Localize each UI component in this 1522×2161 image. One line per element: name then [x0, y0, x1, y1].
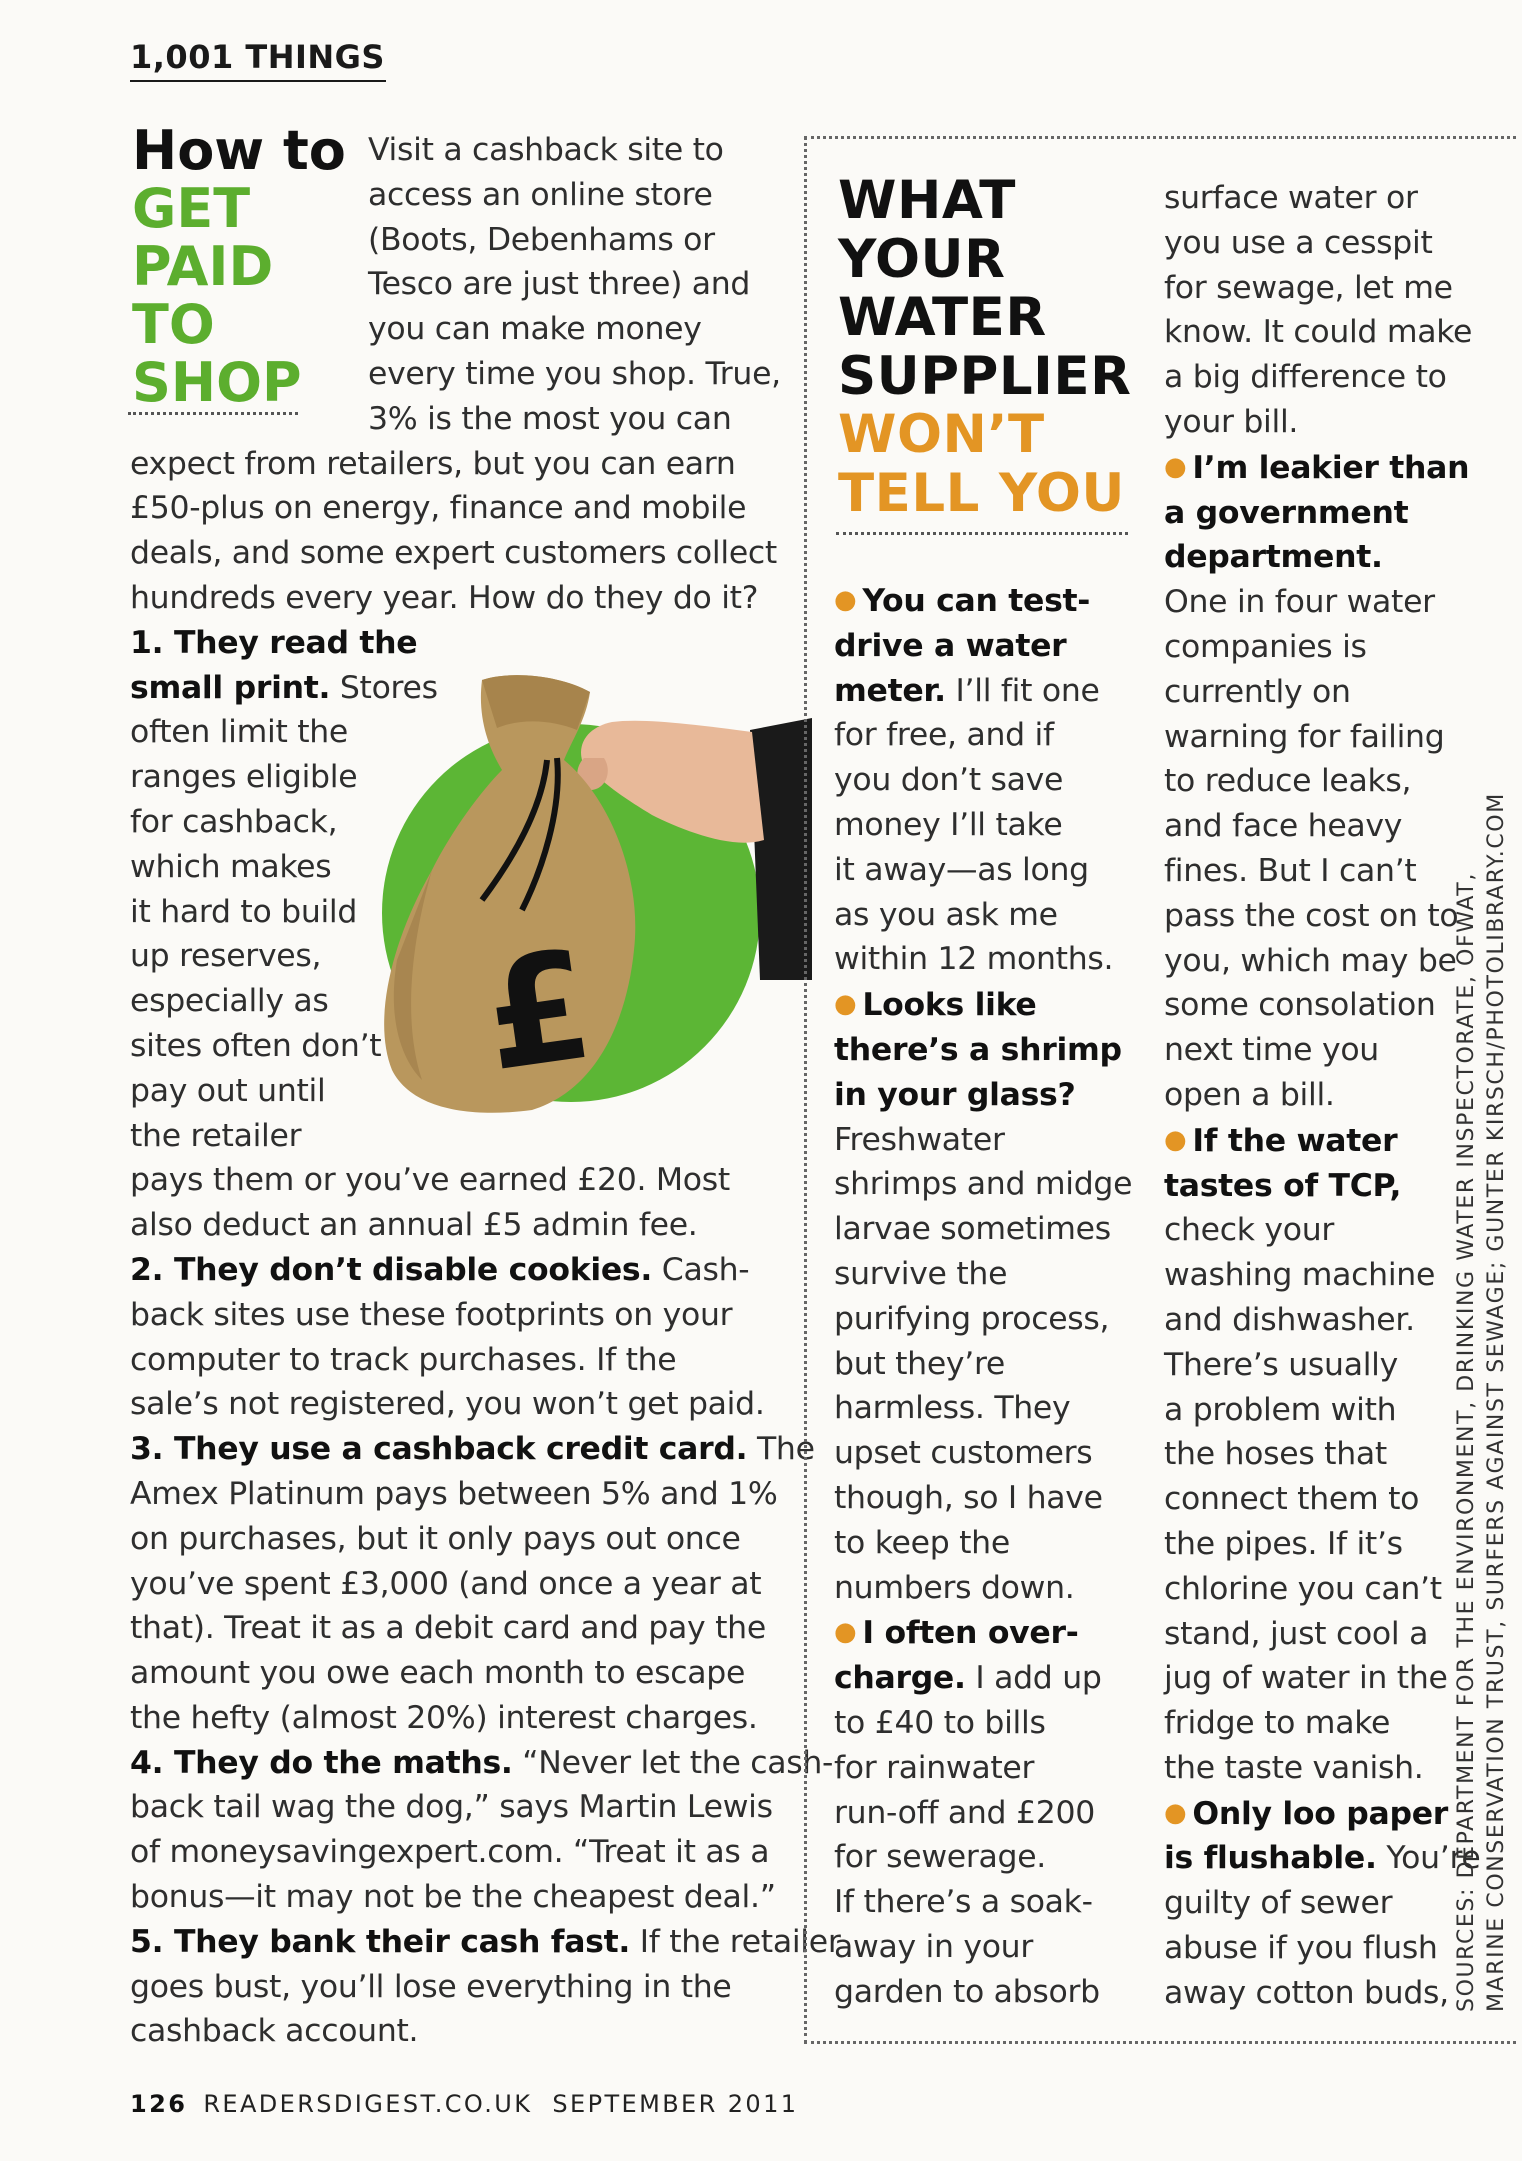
text-run: for free, and if — [834, 717, 1054, 754]
text-run: sites often don’t — [130, 1027, 382, 1064]
text-line — [1164, 1881, 1481, 1926]
sleeve-shape — [750, 718, 812, 980]
text-line — [130, 1382, 840, 1427]
text-run: you can make money — [368, 311, 702, 348]
section-label: 1,001 THINGS — [130, 38, 385, 76]
text-line — [130, 1785, 840, 1830]
text-run: it away—as long — [834, 851, 1089, 888]
bold-lead: I often over- — [862, 1615, 1079, 1652]
text-run: every time you shop. True, — [368, 355, 781, 392]
text-line — [834, 1162, 1132, 1207]
text-run: you don’t save — [834, 762, 1064, 799]
text-line — [130, 1427, 840, 1472]
text-line — [834, 1252, 1132, 1297]
text-line — [834, 624, 1132, 669]
text-line — [834, 1970, 1132, 2015]
text-run: for cashback, — [130, 803, 338, 840]
text-run: jug of water in the — [1164, 1660, 1448, 1697]
water-column-2 — [1164, 176, 1481, 2016]
text-run: though, so I have — [834, 1479, 1103, 1516]
text-line — [834, 803, 1132, 848]
text-line — [130, 307, 840, 352]
text-run: ranges eligible — [130, 759, 358, 796]
text-line — [130, 1203, 840, 1248]
text-line — [130, 576, 840, 621]
text-run: as you ask me — [834, 896, 1058, 933]
text-run: One in four water — [1164, 584, 1435, 621]
text-run: access an online store — [368, 176, 713, 213]
text-run: often limit the — [130, 714, 349, 751]
bold-lead: You can test- — [862, 583, 1091, 619]
text-run: companies is — [1164, 628, 1367, 665]
text-run: to keep the — [834, 1524, 1010, 1561]
text-line — [130, 1965, 840, 2010]
bullet-icon: ● — [834, 585, 857, 615]
text-run: survive the — [834, 1255, 1008, 1292]
text-line — [1164, 1836, 1481, 1881]
text-run: also deduct an annual £5 admin fee. — [130, 1207, 698, 1244]
text-line — [130, 352, 840, 397]
text-run: your bill. — [1164, 403, 1299, 440]
text-line — [130, 1830, 840, 1875]
text-run: and dishwasher. — [1164, 1301, 1415, 1338]
text-run: some consolation — [1164, 987, 1436, 1024]
text-run: for sewerage. — [834, 1839, 1047, 1876]
text-run: computer to track purchases. If the — [130, 1341, 677, 1378]
text-line — [834, 1791, 1132, 1836]
headline-line: SHOP — [132, 351, 302, 414]
text-line — [1164, 1253, 1481, 1298]
text-line — [1164, 1656, 1481, 1701]
text-run: bonus—it may not be the cheapest deal.” — [130, 1879, 776, 1916]
pound-sign: £ — [474, 918, 602, 1106]
headline-line: SUPPLIER — [838, 345, 1132, 407]
text-line — [1164, 266, 1481, 311]
text-line — [834, 669, 1132, 714]
text-run: purifying process, — [834, 1300, 1110, 1337]
text-run: a big difference to — [1164, 359, 1447, 396]
text-line — [130, 486, 840, 531]
bullet-icon: ● — [834, 989, 857, 1020]
text-line — [834, 1342, 1132, 1387]
text-run: sale’s not registered, you won’t get paid. — [130, 1386, 765, 1423]
text-run: expect from retailers, but you can earn — [130, 445, 736, 482]
bold-lead: Looks like — [862, 987, 1037, 1024]
text-line — [1164, 804, 1481, 849]
text-line — [1164, 445, 1481, 491]
text-run: fines. But I can’t — [1164, 852, 1417, 889]
text-run: Visit a cashback site to — [368, 132, 724, 168]
bold-lead: meter. — [834, 672, 946, 709]
text-line — [834, 1073, 1132, 1118]
text-run: and face heavy — [1164, 808, 1403, 845]
headline-line: GET — [132, 177, 251, 240]
text-line — [1164, 715, 1481, 760]
text-line — [1164, 983, 1481, 1028]
water-headline-dotted-rule — [836, 532, 1128, 535]
text-line — [130, 1158, 840, 1203]
text-run: it hard to build — [130, 893, 358, 930]
page-footer — [130, 2090, 798, 2118]
bold-lead: 3. They use a cashback credit card. — [130, 1431, 748, 1468]
text-run: guilty of sewer — [1164, 1885, 1393, 1922]
text-line — [834, 1431, 1132, 1476]
text-run: Stores — [330, 669, 438, 706]
text-run: away cotton buds, — [1164, 1974, 1449, 2011]
text-line — [834, 713, 1132, 758]
text-line — [834, 893, 1132, 938]
text-line — [834, 848, 1132, 893]
text-line — [834, 1835, 1132, 1880]
text-run: washing machine — [1164, 1257, 1436, 1294]
text-run: money I’ll take — [834, 806, 1063, 843]
text-run: If the retailer — [630, 1923, 841, 1960]
text-line — [1164, 491, 1481, 536]
text-line — [130, 1741, 840, 1786]
text-run: There’s usually — [1164, 1346, 1398, 1383]
text-run: I’ll fit one — [945, 672, 1100, 709]
text-line — [834, 578, 1132, 624]
text-line — [834, 1566, 1132, 1611]
text-run: 3% is the most you can — [368, 400, 732, 437]
text-line — [1164, 849, 1481, 894]
text-line — [130, 531, 840, 576]
page-number: 126 — [130, 2090, 188, 2118]
text-run: I add up — [965, 1660, 1102, 1697]
text-run: pays them or you’ve earned £20. Most — [130, 1162, 730, 1199]
text-line — [1164, 625, 1481, 670]
bold-lead: Only loo paper — [1192, 1795, 1448, 1832]
headline-line: TELL YOU — [838, 462, 1125, 524]
bold-lead: 5. They bank their cash fast. — [130, 1923, 631, 1960]
bold-lead: 1. They read the — [130, 624, 418, 661]
text-line — [130, 262, 840, 307]
text-line — [130, 1338, 840, 1383]
text-line — [130, 1248, 840, 1293]
text-line — [130, 1696, 840, 1741]
text-run: back sites use these footprints on your — [130, 1296, 733, 1333]
text-run: within 12 months. — [834, 941, 1114, 978]
text-run: pass the cost on to — [1164, 897, 1459, 934]
text-line — [1164, 221, 1481, 266]
text-line — [130, 1920, 840, 1965]
text-run: stand, just cool a — [1164, 1615, 1429, 1652]
text-line — [1164, 355, 1481, 400]
text-run: know. It could make — [1164, 314, 1473, 351]
text-line — [1164, 759, 1481, 804]
text-line — [1164, 1701, 1481, 1746]
text-run: the retailer — [130, 1117, 302, 1154]
headline-line: WON’T — [838, 404, 1045, 465]
headline-line: How to — [132, 119, 346, 182]
text-run: warning for failing — [1164, 718, 1445, 755]
text-line — [1164, 535, 1481, 580]
text-line — [834, 1610, 1132, 1656]
sources-line-1: SOURCES: DEPARTMENT FOR THE ENVIRONMENT, DRINKING WATER INSPECTORATE, OFWAT, — [1454, 872, 1479, 2012]
text-line — [834, 937, 1132, 982]
bold-lead: 4. They do the maths. — [130, 1744, 513, 1781]
sources-credit — [1452, 612, 1512, 2012]
bold-lead: 2. They don’t disable cookies. — [130, 1251, 653, 1288]
text-run: next time you — [1164, 1032, 1379, 1069]
headline-line: TO — [132, 293, 215, 356]
text-run: garden to absorb — [834, 1973, 1100, 2010]
text-run: numbers down. — [834, 1569, 1075, 1606]
text-line — [834, 1880, 1132, 1925]
text-line — [1164, 1073, 1481, 1118]
water-headline — [838, 172, 1138, 523]
text-run: the pipes. If it’s — [1164, 1525, 1403, 1562]
text-run: you, which may be — [1164, 942, 1457, 979]
text-run: up reserves, — [130, 938, 322, 975]
text-line — [1164, 1432, 1481, 1477]
text-run: Amex Platinum pays between 5% and 1% — [130, 1475, 778, 1512]
text-line — [834, 1207, 1132, 1252]
text-run: currently on — [1164, 673, 1351, 710]
bold-lead: small print. — [130, 669, 331, 706]
text-run: pay out until — [130, 1072, 326, 1109]
text-line — [1164, 894, 1481, 939]
text-line — [1164, 1477, 1481, 1522]
bold-lead: I’m leakier than — [1192, 449, 1470, 486]
text-line — [1164, 1612, 1481, 1657]
text-run: (Boots, Debenhams or — [368, 221, 715, 258]
text-line — [130, 2009, 840, 2054]
sources-line-2: MARINE CONSERVATION TRUST, SURFERS AGAINST SEWAGE; GUNTER KIRSCH/PHOTOLIBRARY.COM — [1484, 792, 1509, 2012]
text-run: goes bust, you’ll lose everything in the — [130, 1968, 732, 2005]
text-line — [130, 218, 840, 263]
text-run: The — [747, 1431, 815, 1468]
section-rule — [130, 80, 386, 82]
bold-lead: If the water — [1192, 1122, 1398, 1159]
text-run: of moneysavingexpert.com. “Treat it as a — [130, 1834, 770, 1871]
text-line — [834, 1118, 1132, 1163]
text-line — [130, 1472, 840, 1517]
text-line — [1164, 1208, 1481, 1253]
text-line — [130, 397, 840, 442]
text-line — [1164, 939, 1481, 984]
text-line — [834, 1028, 1132, 1073]
text-line — [1164, 1522, 1481, 1567]
headline-line: WHAT — [838, 170, 1016, 231]
bold-lead: drive a water — [834, 627, 1067, 664]
text-line — [834, 1656, 1132, 1701]
text-run: If there’s a soak- — [834, 1884, 1093, 1921]
headline-line: PAID — [132, 235, 274, 298]
bold-lead: in your glass? — [834, 1076, 1076, 1113]
text-run: run-off and £200 — [834, 1794, 1095, 1831]
text-line — [1164, 670, 1481, 715]
bullet-icon: ● — [1164, 1797, 1187, 1828]
text-line — [1164, 1028, 1481, 1073]
footer-publication: READERSDIGEST.CO.UK SEPTEMBER 2011 — [203, 2090, 799, 2118]
text-run: abuse if you flush — [1164, 1930, 1438, 1967]
text-run: cashback account. — [130, 2013, 419, 2050]
text-run: for rainwater — [834, 1749, 1035, 1786]
text-run: You’re — [1376, 1840, 1481, 1877]
text-line — [834, 982, 1132, 1028]
text-line — [130, 1293, 840, 1338]
money-bag-image — [372, 640, 812, 1140]
text-line — [130, 1562, 840, 1607]
headline-line: YOUR — [838, 228, 1006, 290]
bold-lead: department. — [1164, 539, 1383, 576]
text-run: larvae sometimes — [834, 1211, 1111, 1248]
text-line — [130, 1875, 840, 1920]
text-run: on purchases, but it only pays out once — [130, 1520, 741, 1557]
text-line — [834, 758, 1132, 803]
text-line — [130, 442, 840, 487]
text-run: check your — [1164, 1212, 1335, 1249]
text-run: you use a cesspit — [1164, 224, 1433, 261]
bold-lead: a government — [1164, 494, 1409, 531]
text-run: the hefty (almost 20%) interest charges. — [130, 1699, 758, 1736]
text-run: for sewage, let me — [1164, 269, 1453, 306]
text-run: that). Treat it as a debit card and pay the — [130, 1610, 766, 1647]
text-line — [1164, 176, 1481, 221]
text-line — [1164, 1926, 1481, 1971]
text-line — [1164, 1343, 1481, 1388]
text-line — [1164, 1567, 1481, 1612]
text-run: surface water or — [1164, 180, 1418, 216]
text-run: a problem with — [1164, 1391, 1397, 1428]
text-line — [834, 1476, 1132, 1521]
text-run: harmless. They — [834, 1390, 1071, 1427]
bold-lead: is flushable. — [1164, 1840, 1377, 1877]
text-run: chlorine you can’t — [1164, 1570, 1442, 1607]
text-run: back tail wag the dog,” says Martin Lewis — [130, 1789, 773, 1826]
text-line — [1164, 1971, 1481, 2016]
text-run: deals, and some expert customers collect — [130, 535, 777, 572]
text-line — [1164, 400, 1481, 445]
bold-lead: there’s a shrimp — [834, 1031, 1122, 1068]
text-run: shrimps and midge — [834, 1166, 1133, 1203]
text-line — [834, 1746, 1132, 1791]
text-line — [130, 173, 840, 218]
text-line — [130, 128, 840, 173]
text-line — [1164, 1791, 1481, 1837]
text-run: which makes — [130, 848, 332, 885]
text-run: but they’re — [834, 1345, 1006, 1382]
bullet-icon: ● — [834, 1617, 857, 1648]
text-line — [130, 1517, 840, 1562]
text-run: away in your — [834, 1928, 1033, 1965]
text-run: you’ve spent £3,000 (and once a year at — [130, 1565, 762, 1602]
text-line — [130, 1606, 840, 1651]
text-run: fridge to make — [1164, 1705, 1391, 1742]
bold-lead: tastes of TCP, — [1164, 1167, 1402, 1204]
text-run: hundreds every year. How do they do it? — [130, 579, 759, 616]
text-line — [1164, 1298, 1481, 1343]
text-line — [1164, 310, 1481, 355]
text-run: open a bill. — [1164, 1076, 1335, 1113]
text-run: the taste vanish. — [1164, 1749, 1424, 1786]
text-line — [1164, 1118, 1481, 1164]
text-run: Freshwater — [834, 1121, 1005, 1158]
bullet-icon: ● — [1164, 1124, 1187, 1155]
bullet-icon: ● — [1164, 451, 1187, 482]
text-line — [1164, 1164, 1481, 1209]
text-run: especially as — [130, 983, 329, 1020]
text-line — [834, 1297, 1132, 1342]
text-line — [834, 1521, 1132, 1566]
text-run: to reduce leaks, — [1164, 763, 1412, 800]
headline-line: WATER — [838, 287, 1047, 348]
bold-lead: charge. — [834, 1660, 966, 1697]
text-line — [834, 1386, 1132, 1431]
text-run: “Never let the cash- — [512, 1744, 834, 1781]
text-line — [834, 1925, 1132, 1970]
text-line — [1164, 580, 1481, 625]
text-run: Cash- — [652, 1251, 750, 1288]
text-run: Tesco are just three) and — [368, 266, 751, 303]
text-run: connect them to — [1164, 1481, 1420, 1518]
text-run: amount you owe each month to escape — [130, 1655, 746, 1692]
text-line — [1164, 1388, 1481, 1433]
text-run: upset customers — [834, 1435, 1093, 1472]
text-line — [130, 1651, 840, 1696]
text-line — [1164, 1746, 1481, 1791]
text-run: to £40 to bills — [834, 1704, 1046, 1741]
text-run: £50-plus on energy, finance and mobile — [130, 490, 747, 527]
text-run: the hoses that — [1164, 1436, 1387, 1473]
water-column-1 — [834, 578, 1132, 2015]
text-line — [834, 1701, 1132, 1746]
